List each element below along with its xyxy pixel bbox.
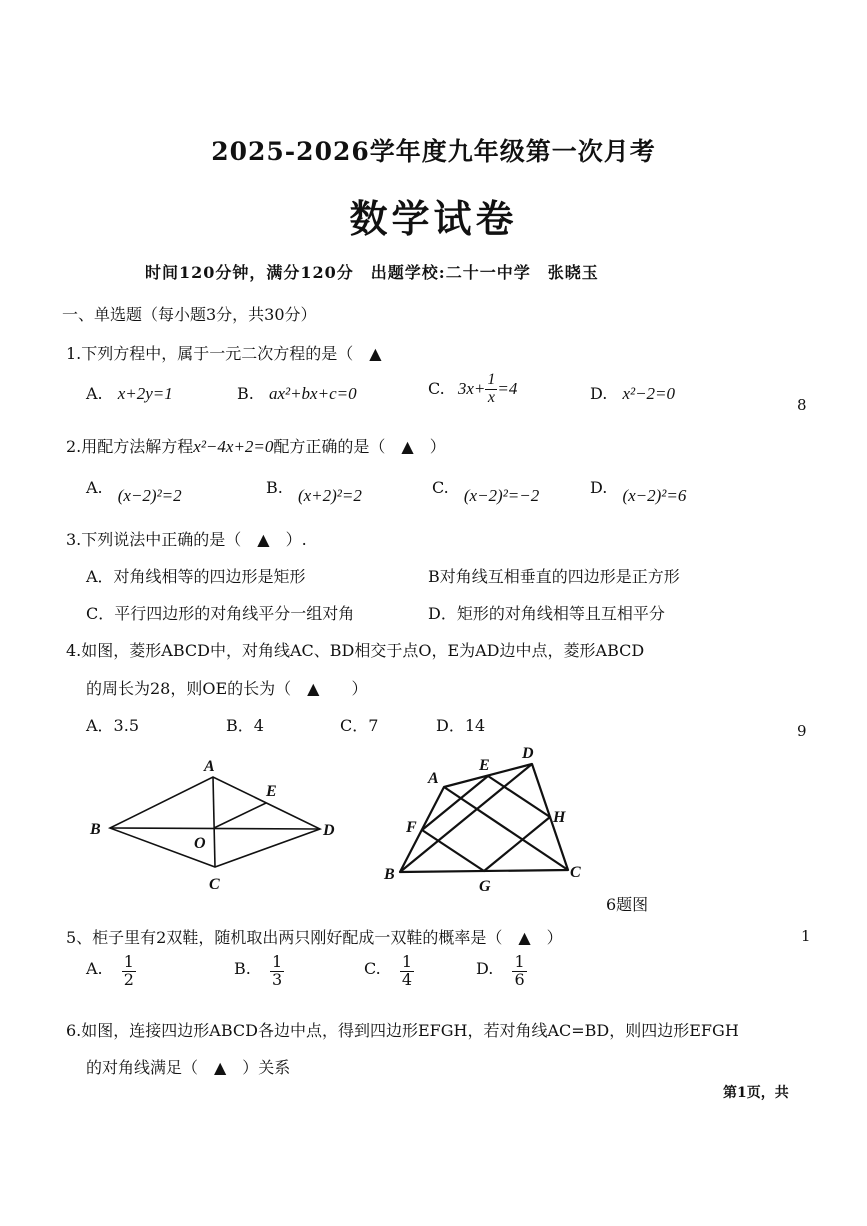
q5-option-b-numerator: 1 xyxy=(271,952,283,971)
label-a: A xyxy=(204,758,215,775)
q1-option-c-numerator: 1 xyxy=(487,371,496,388)
q5-option-a-fraction xyxy=(122,954,136,989)
q3-option-c: C．平行四边形的对角线平分一组对角 xyxy=(86,604,355,623)
q5-option-c-fraction xyxy=(400,954,414,989)
label-b: B xyxy=(90,821,101,838)
label-g: G xyxy=(479,878,491,895)
margin-number-2: 9 xyxy=(797,722,807,740)
label-o: O xyxy=(194,835,206,852)
q2-option-a-expr: (x−2)²=2 xyxy=(117,486,182,505)
q5-option-a-denominator: 2 xyxy=(123,969,134,989)
exam-meta: 时间120分钟，满分120分 出题学校:二十一中学 张晓玉 xyxy=(145,263,599,282)
label-a: A xyxy=(428,770,439,787)
q1-option-d-label: D. xyxy=(590,384,608,403)
q2-option-d xyxy=(590,478,687,505)
q1-option-c-denominator: x xyxy=(487,388,495,406)
exam-title: 2025-2026学年度九年级第一次月考 xyxy=(211,137,656,166)
q1-option-c xyxy=(428,372,517,407)
question-6-stem-line2: 的对角线满足（ ▲ ）关系 xyxy=(86,1058,291,1077)
q2-option-b xyxy=(266,478,362,505)
q5-option-b-label: B. xyxy=(234,958,251,978)
q5-option-c-numerator: 1 xyxy=(401,952,413,971)
q2-option-c-expr: (x−2)²=−2 xyxy=(463,486,540,505)
q2-option-a xyxy=(86,478,182,505)
q1-option-c-post: =4 xyxy=(497,378,518,398)
label-b: B xyxy=(384,866,395,883)
q2-option-b-expr: (x+2)²=2 xyxy=(297,486,362,505)
q2-option-c xyxy=(432,478,540,505)
q1-option-c-pre: 3x+ xyxy=(457,378,486,398)
q5-option-c-denominator: 4 xyxy=(401,969,413,989)
question-3-stem: 3.下列说法中正确的是（ ▲ ）. xyxy=(66,530,307,549)
q5-option-d-numerator: 1 xyxy=(514,952,525,971)
label-e: E xyxy=(479,757,490,774)
label-h: H xyxy=(553,809,566,826)
q2-option-d-label: D. xyxy=(590,478,608,497)
q3-option-d: D．矩形的对角线相等且互相平分 xyxy=(428,604,665,623)
q5-option-d-denominator: 6 xyxy=(514,969,525,989)
q1-option-c-fraction xyxy=(485,372,497,407)
label-f: F xyxy=(406,819,417,836)
q3-option-b: B对角线互相垂直的四边形是正方形 xyxy=(428,567,680,586)
q5-option-d-fraction xyxy=(512,954,526,989)
question-4-stem-line1: 4.如图，菱形ABCD中，对角线AC、BD相交于点O，E为AD边中点，菱形ABCD xyxy=(66,641,645,660)
q5-option-a-numerator: 1 xyxy=(123,952,134,971)
q4-option-d: D．14 xyxy=(436,716,486,735)
q2-option-c-label: C. xyxy=(432,478,449,497)
q5-option-d xyxy=(476,954,527,989)
q3-option-a: A．对角线相等的四边形是矩形 xyxy=(86,567,306,586)
figure-6-caption: 6题图 xyxy=(606,895,649,914)
question-1-stem: 1.下列方程中，属于一元二次方程的是（ ▲ xyxy=(66,344,382,363)
q1-option-b xyxy=(237,384,357,404)
q1-option-d-expr: x²−2=0 xyxy=(622,384,676,403)
q5-option-c xyxy=(364,954,414,989)
q5-option-a xyxy=(86,954,136,989)
label-d: D xyxy=(323,822,335,839)
label-c: C xyxy=(209,876,220,893)
q2-stem-equation: x²−4x+2=0 xyxy=(193,437,274,456)
q4-option-a: A．3.5 xyxy=(86,716,140,735)
q1-option-b-label: B. xyxy=(237,384,254,403)
rhombus-figure xyxy=(80,750,350,895)
q2-stem-pre: 2.用配方法解方程 xyxy=(66,437,194,456)
q2-option-a-label: A. xyxy=(86,478,103,497)
page-footer: 第1页，共 xyxy=(723,1085,789,1101)
quadrilateral-figure xyxy=(378,738,603,898)
question-4-stem-line2: 的周长为28，则OE的长为（ ▲ ） xyxy=(86,679,368,698)
q5-option-d-label: D. xyxy=(476,958,494,978)
label-e: E xyxy=(266,783,277,800)
q1-option-a xyxy=(86,384,173,404)
question-5-stem: 5、柜子里有2双鞋，随机取出两只刚好配成一双鞋的概率是（ ▲ ） xyxy=(66,928,563,947)
q1-option-a-expr: x+2y=1 xyxy=(117,384,173,403)
subject-title: 数学试卷 xyxy=(349,196,518,241)
q5-option-b xyxy=(234,954,284,989)
segment-oe xyxy=(214,803,266,828)
q5-option-a-label: A. xyxy=(86,958,103,978)
q4-option-b: B．4 xyxy=(226,716,264,735)
q4-option-c: C．7 xyxy=(340,716,379,735)
q1-option-c-label: C. xyxy=(428,378,445,398)
diagonal-ac xyxy=(213,777,215,867)
q5-option-b-fraction xyxy=(270,954,284,989)
margin-number-3: 1 xyxy=(801,927,811,945)
q2-option-d-expr: (x−2)²=6 xyxy=(622,486,687,505)
q1-option-d xyxy=(590,384,675,404)
question-2-stem xyxy=(66,434,446,457)
label-c: C xyxy=(570,864,581,881)
q5-option-c-label: C. xyxy=(364,958,381,978)
section-heading: 一、单选题（每小题3分，共30分） xyxy=(62,305,317,324)
q1-option-b-expr: ax²+bx+c=0 xyxy=(268,384,357,403)
q5-option-b-denominator: 3 xyxy=(271,969,283,989)
label-d: D xyxy=(522,745,534,762)
q2-option-b-label: B. xyxy=(266,478,283,497)
margin-number-1: 8 xyxy=(797,396,807,414)
q1-option-a-label: A. xyxy=(86,384,103,403)
q2-stem-post: 配方正确的是（ ▲ ） xyxy=(273,437,446,456)
question-6-stem-line1: 6.如图，连接四边形ABCD各边中点，得到四边形EFGH，若对角线AC=BD，则四边形EFGH xyxy=(66,1021,739,1040)
